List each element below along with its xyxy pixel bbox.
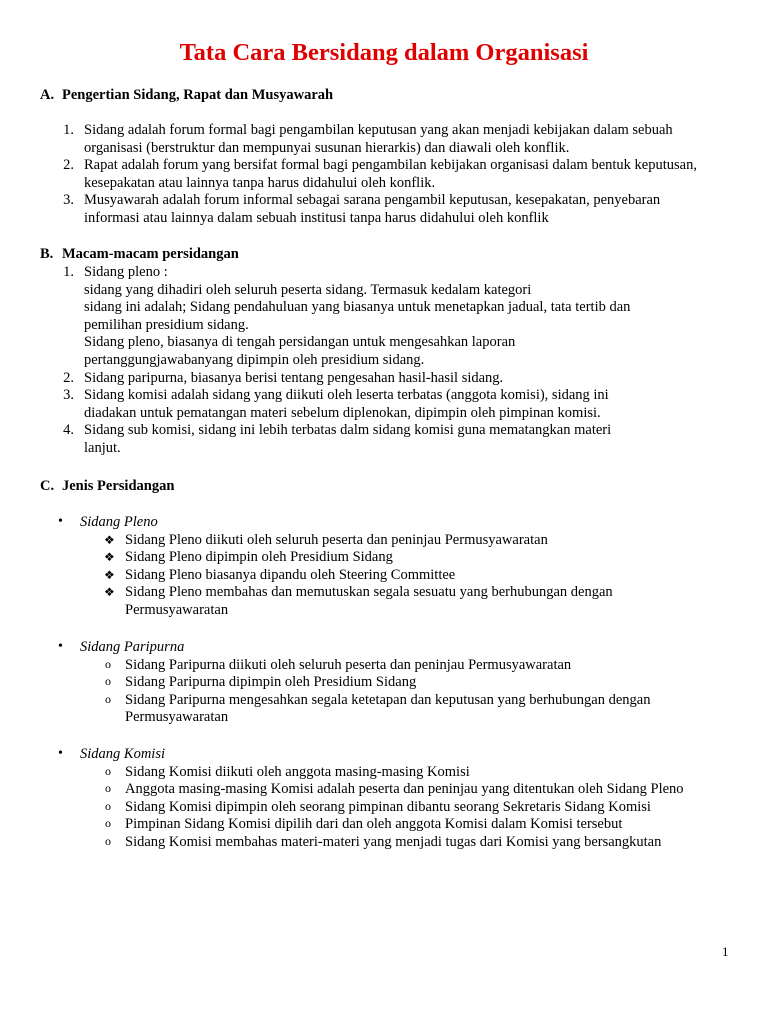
section-b-letter: B.	[40, 246, 54, 262]
bullet-icon: •	[58, 639, 63, 654]
list-number: 1.	[63, 264, 74, 280]
list-item-line: Sidang Pleno diikuti oleh seluruh peserta dan peninjau Permusyawaratan	[125, 531, 548, 548]
circle-bullet-icon: o	[105, 691, 111, 706]
list-item-line: sidang ini adalah; Sidang pendahuluan yang biasanya untuk menetapkan jadual, tata tertib dan	[84, 299, 631, 316]
circle-bullet-icon: o	[105, 781, 111, 796]
circle-bullet-icon: o	[105, 798, 111, 813]
list-item-line: informasi atau lainnya dalam sebuah institusi tanpa harus didahului oleh konflik	[84, 210, 549, 226]
section-b-heading	[40, 245, 239, 263]
list-item-line: kesepakatan atau lainnya tanpa harus didahului oleh konflik.	[84, 174, 436, 191]
list-item-line: Sidang adalah forum formal bagi pengambilan keputusan yang akan menjadi kebijakan dalam sebuah	[84, 122, 673, 138]
list-item-line: Sidang Paripurna dipimpin oleh Presidium Sidang	[125, 674, 417, 691]
list-item-line: pemilihan presidium sidang.	[84, 316, 249, 333]
list-number: 2.	[63, 157, 74, 174]
section-a-heading	[40, 86, 333, 104]
circle-bullet-icon: o	[105, 674, 111, 689]
list-item-line: Sidang Pleno biasanya dipandu oleh Steering Committee	[125, 566, 456, 583]
list-item-line: Sidang Pleno membahas dan memutuskan segala sesuatu yang berhubungan dengan	[125, 584, 613, 601]
diamond-bullet-icon: ❖	[104, 532, 115, 547]
list-item-line: Sidang Komisi dipimpin oleh seorang pimpinan dibantu seorang Sekretaris Sidang Komisi	[125, 798, 651, 815]
list-item-line: pertanggungjawabanyang dipimpin oleh presidium sidang.	[84, 352, 425, 368]
list-item-line: Sidang sub komisi, sidang ini lebih terbatas dalm sidang komisi guna mematangkan materi	[84, 422, 612, 439]
list-item-line: Pimpinan Sidang Komisi dipilih dari dan oleh anggota Komisi dalam Komisi tersebut	[125, 816, 623, 833]
page-number: 1	[722, 944, 729, 959]
circle-bullet-icon: o	[105, 656, 111, 671]
diamond-bullet-icon: ❖	[104, 550, 115, 565]
page-title: Tata Cara Bersidang dalam Organisasi	[179, 39, 589, 66]
list-number: 1.	[63, 122, 74, 138]
list-item-line: Sidang Komisi diikuti oleh anggota masing-masing Komisi	[125, 763, 470, 780]
list-item-line: Rapat adalah forum yang bersifat formal bagi pengambilan kebijakan organisasi dalam bentuk keputusan,	[84, 157, 697, 174]
list-item-line: Sidang paripurna, biasanya berisi tentang pengesahan hasil-hasil sidang.	[84, 369, 504, 386]
list-item-line: Musyawarah adalah forum informal sebagai sarana pengambil keputusan, kesepakatan, penyebaran	[84, 192, 661, 209]
list-item-line: Sidang pleno, biasanya di tengah persidangan untuk mengesahkan laporan	[84, 334, 516, 351]
section-c-title: Jenis Persidangan	[62, 478, 175, 494]
list-number: 3.	[63, 192, 74, 209]
diamond-bullet-icon: ❖	[104, 585, 115, 600]
bullet-icon: •	[58, 746, 63, 761]
list-number: 2.	[63, 369, 74, 386]
bullet-icon: •	[58, 514, 63, 529]
section-c-letter: C.	[40, 478, 55, 494]
section-a-title: Pengertian Sidang, Rapat dan Musyawarah	[62, 87, 334, 103]
list-item-line: Sidang Paripurna diikuti oleh seluruh peserta dan peninjau Permusyawaratan	[125, 656, 572, 673]
list-item-line: organisasi (berstruktur dan mempunyai susunan hierarkis) dan diawali oleh konflik.	[84, 139, 570, 156]
circle-bullet-icon: o	[105, 816, 111, 831]
list-number: 3.	[63, 387, 74, 404]
section-a-letter: A.	[40, 87, 55, 103]
list-item-line: Sidang Paripurna mengesahkan segala ketetapan dan keputusan yang berhubungan dengan	[125, 691, 651, 708]
circle-bullet-icon: o	[105, 834, 111, 848]
list-item-line: Sidang Pleno dipimpin oleh Presidium Sidang	[125, 549, 393, 566]
list-item-line: diadakan untuk pematangan materi sebelum diplenokan, dipimpin oleh pimpinan komisi.	[84, 404, 601, 421]
list-item-line: Anggota masing-masing Komisi adalah peserta dan peninjau yang ditentukan oleh Sidang Pleno	[125, 781, 684, 798]
group-label: Sidang Komisi	[80, 746, 165, 762]
group-label: Sidang Paripurna	[80, 639, 185, 655]
list-number: 4.	[63, 422, 74, 439]
list-item-line: Sidang Komisi membahas materi-materi yang menjadi tugas dari Komisi yang bersangkutan	[125, 834, 662, 850]
list-item-line: Permusyawaratan	[125, 602, 229, 618]
group-label: Sidang Pleno	[80, 514, 158, 530]
list-item-line: Sidang komisi adalah sidang yang diikuti oleh leserta terbatas (anggota komisi), sidang ini	[84, 387, 609, 404]
section-c-heading	[40, 477, 174, 495]
circle-bullet-icon: o	[105, 763, 111, 778]
list-item-line: lanjut.	[84, 440, 121, 456]
list-item-line: Permusyawaratan	[125, 709, 229, 726]
diamond-bullet-icon: ❖	[104, 567, 115, 582]
section-b-title: Macam-macam persidangan	[62, 246, 239, 262]
list-item-line: Sidang pleno :	[84, 264, 168, 280]
list-item-line: sidang yang dihadiri oleh seluruh peserta sidang. Termasuk kedalam kategori	[84, 281, 532, 298]
